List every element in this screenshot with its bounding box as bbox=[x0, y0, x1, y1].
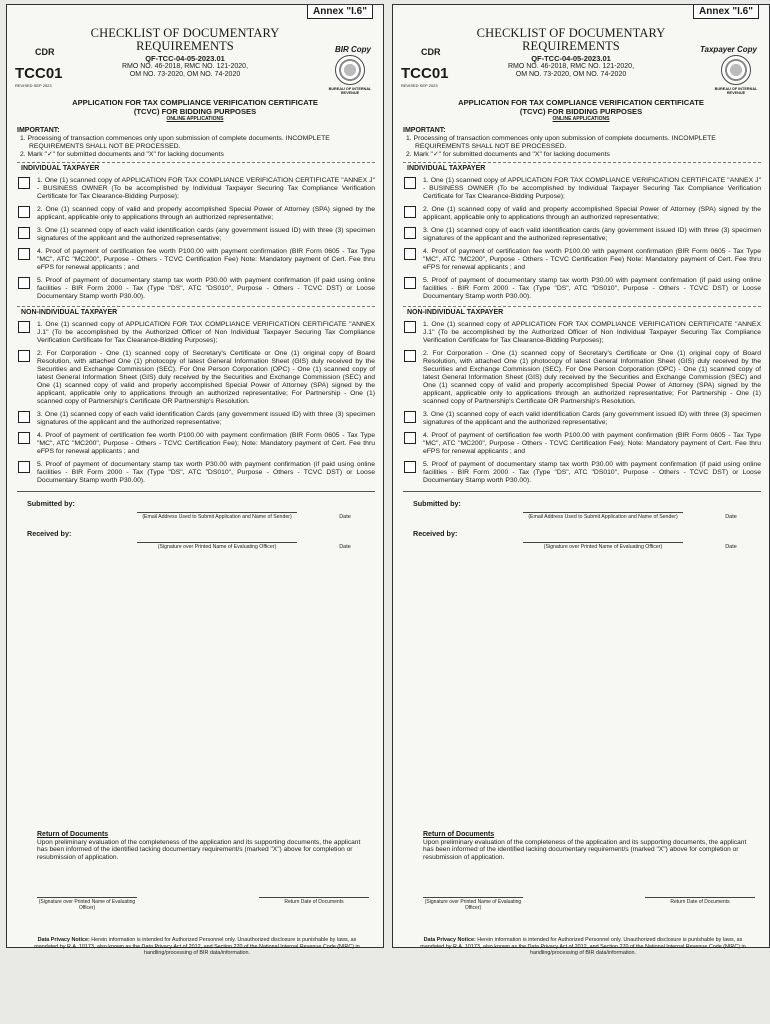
list-item bbox=[17, 432, 375, 456]
signature-section bbox=[17, 491, 375, 560]
privacy-label: Data Privacy Notice: bbox=[37, 937, 90, 943]
rmo-line-1: RMO NO. 46-2018, RMC NO. 121-2020, bbox=[507, 63, 635, 70]
checkbox[interactable] bbox=[404, 321, 416, 333]
list-item bbox=[403, 206, 761, 222]
list-item bbox=[17, 177, 375, 201]
received-row bbox=[17, 530, 375, 560]
form-number: QF-TCC-04-05-2023.01 bbox=[531, 54, 611, 63]
checklist-page-bir-copy bbox=[6, 4, 384, 956]
important-note-1: 1. Processing of transaction commences only upon submission of complete documents. INCOMPLETE REQUIREMENTS SHALL NOT BE PROCESSED. bbox=[20, 135, 330, 150]
rmo-line-2: OM NO. 73-2020, OM NO. 74-2020 bbox=[515, 71, 627, 78]
checkbox[interactable] bbox=[404, 432, 416, 444]
important-note-2: 2. Mark "✓" for submitted documents and "X" for lacking documents bbox=[20, 151, 224, 158]
received-date-field[interactable]: Date bbox=[725, 544, 737, 550]
list-item bbox=[17, 227, 375, 243]
submitted-row bbox=[17, 500, 375, 530]
privacy-text: Herein information is intended for Authorized Personnel only. Unauthorized disclosure is punishable by laws, as mandated by R.A. 10173, also known as the Data Privacy Act of 2012, and Section 270 of the National Internal Revenue Code (NIRC) in handling/processing of BIR data/information. bbox=[420, 937, 746, 956]
submitted-date-field[interactable]: Date bbox=[725, 514, 737, 520]
copy-label: Taxpayer Copy bbox=[699, 45, 757, 54]
list-item bbox=[17, 411, 375, 427]
received-by-field[interactable]: (Signature over Printed Name of Evaluating Officer) bbox=[523, 542, 683, 550]
list-item bbox=[17, 277, 375, 301]
submitted-by-field[interactable]: (Email Address Used to Submit Application and Name of Sender) bbox=[523, 512, 683, 520]
bir-seal-icon bbox=[335, 55, 365, 85]
return-date-field[interactable]: Return Date of Documents bbox=[259, 897, 369, 905]
checkbox[interactable] bbox=[404, 350, 416, 362]
checkbox[interactable] bbox=[18, 206, 30, 218]
bir-seal-icon bbox=[721, 55, 751, 85]
item-text: 1. One (1) scanned copy of APPLICATION FOR TAX COMPLIANCE VERIFICATION CERTIFICATE "ANNEX J" - BUSINESS OWNER (To be accomplished by Individual Taxpayer Securing Tax Compliance Verification Certificate for Tax Clearance-Bidding Purpose); bbox=[37, 177, 375, 200]
checkbox[interactable] bbox=[18, 177, 30, 189]
important-heading: IMPORTANT: bbox=[17, 127, 60, 134]
section-individual: INDIVIDUAL TAXPAYER bbox=[17, 162, 375, 173]
received-date-field[interactable]: Date bbox=[339, 544, 351, 550]
privacy-label: Data Privacy Notice: bbox=[423, 937, 476, 943]
list-item bbox=[403, 321, 761, 345]
received-by-label: Received by: bbox=[27, 529, 72, 538]
section-non-individual: NON-INDIVIDUAL TAXPAYER bbox=[17, 306, 375, 317]
annex-label: Annex "I.6" bbox=[693, 5, 759, 19]
submitted-by-label: Submitted by: bbox=[27, 499, 75, 508]
checkbox[interactable] bbox=[404, 248, 416, 260]
item-text: 5. Proof of payment of documentary stamp tax worth P30.00 with payment confirmation (if paid using online facilities - BIR Form 2000 - Tax (Type "DS", ATC "DS010", Purpose - Others - TCVC DST) or Loose Documentary Stamp worth P30.00). bbox=[37, 277, 375, 300]
item-text: 3. One (1) scanned copy of each valid identification Cards (any government issued ID) with three (3) specimen signatures of the applicant and the authorized representative; bbox=[423, 411, 761, 426]
submitted-by-label: Submitted by: bbox=[413, 499, 461, 508]
list-item bbox=[403, 177, 761, 201]
application-title bbox=[393, 98, 769, 122]
cdr-label: CDR bbox=[35, 47, 55, 57]
list-item bbox=[403, 248, 761, 272]
checkbox[interactable] bbox=[18, 248, 30, 260]
item-text: 1. One (1) scanned copy of APPLICATION FOR TAX COMPLIANCE VERIFICATION CERTIFICATE "ANNEX J" - BUSINESS OWNER (To be accomplished by Individual Taxpayer Securing Tax Compliance Verification Certificate for Tax Clearance-Bidding Purpose); bbox=[423, 177, 761, 200]
received-by-field[interactable]: (Signature over Printed Name of Evaluating Officer) bbox=[137, 542, 297, 550]
checklist-body bbox=[17, 127, 375, 560]
annex-label: Annex "I.6" bbox=[307, 5, 373, 19]
checkbox[interactable] bbox=[18, 321, 30, 333]
submitted-row bbox=[403, 500, 761, 530]
list-item bbox=[403, 350, 761, 406]
title-block bbox=[471, 27, 671, 79]
submitted-by-field[interactable]: (Email Address Used to Submit Application and Name of Sender) bbox=[137, 512, 297, 520]
header bbox=[393, 27, 769, 97]
form-code: TCC01 bbox=[15, 65, 63, 82]
header bbox=[7, 27, 383, 97]
item-text: 1. One (1) scanned copy of APPLICATION FOR TAX COMPLIANCE VERIFICATION CERTIFICATE "ANNEX J.1" (To be accomplished by the Authorized Officer of Non Individual Taxpayer Securing Tax Compliance Verification Certificate for Tax Clearance-Bidding Purposes); bbox=[423, 321, 761, 344]
list-item bbox=[403, 411, 761, 427]
signature-section bbox=[403, 491, 761, 560]
item-text: 4. Proof of payment of certification fee worth P100.00 with payment confirmation (BIR Form 0605 - Tax Type "MC", ATC "MC200", Purpose - Others - TCVC Certification Fee) Note: Mandatory payment of Cert. Fee thru eFPS for renewal applicants ; and bbox=[37, 248, 375, 271]
return-of-documents bbox=[37, 831, 369, 861]
title-block bbox=[85, 27, 285, 79]
list-item bbox=[403, 432, 761, 456]
return-text: Upon preliminary evaluation of the completeness of the application and its supporting documents, the applicant has been informed of the identified lacking documentary requirement/s (marked "X") above for completion or resubmission of application. bbox=[37, 838, 361, 861]
cdr-label: CDR bbox=[421, 47, 441, 57]
checkbox[interactable] bbox=[404, 277, 416, 289]
section-non-individual: NON-INDIVIDUAL TAXPAYER bbox=[403, 306, 761, 317]
checkbox[interactable] bbox=[404, 206, 416, 218]
item-text: 2. For Corporation - One (1) scanned copy of Secretary's Certificate or One (1) original copy of Board Resolution, with attached One (1) photocopy of latest General Information Sheet (GIS) duly received by the Securities and Exchange Commission (SEC). For One Person Corporation (OPC) - One (1) scanned copy of latest General Information Sheet (GIS) duly received by the Securities and Exchange Commission (SEC) and One (1) scanned copy of valid and properly accomplished Special Power of Attorney (SPA) signed by the applicant, applicable only to applications through an authorized representative; For Partnership - One (1) scanned copy of Partnership's Certificate OR Partnership's Resolution. bbox=[37, 350, 375, 405]
checklist-body bbox=[403, 127, 761, 560]
checkbox[interactable] bbox=[18, 350, 30, 362]
revised-label: REVISED SEP 2023 bbox=[15, 83, 52, 88]
important-heading: IMPORTANT: bbox=[403, 127, 446, 134]
online-label: ONLINE APPLICATIONS bbox=[166, 116, 224, 122]
item-text: 5. Proof of payment of documentary stamp tax worth P30.00 with payment confirmation (if paid using online facilities - BIR Form 2000 - Tax (Type "DS", ATC "DS010", Purpose - Others - TCVC DST) or Loose Documentary Stamp worth P30.00). bbox=[37, 461, 375, 484]
list-item bbox=[403, 461, 761, 485]
important-note-1: 1. Processing of transaction commences only upon submission of complete documents. INCOMPLETE REQUIREMENTS SHALL NOT BE PROCESSED. bbox=[406, 135, 716, 150]
item-text: 3. One (1) scanned copy of each valid identification cards (any government issued ID) with three (3) specimen signatures of the applicant and the authorized representative; bbox=[423, 227, 761, 242]
list-item bbox=[17, 248, 375, 272]
copy-label: BIR Copy bbox=[335, 45, 371, 54]
item-text: 5. Proof of payment of documentary stamp tax worth P30.00 with payment confirmation (if paid using online facilities - BIR Form 2000 - Tax (Type "DS", ATC "DS010", Purpose - Others - TCVC DST) or Loose Documentary Stamp worth P30.00). bbox=[423, 277, 761, 300]
list-item bbox=[17, 461, 375, 485]
form-number: QF-TCC-04-05-2023.01 bbox=[145, 54, 225, 63]
bureau-label: BUREAU OF INTERNAL REVENUE bbox=[328, 87, 372, 95]
list-item bbox=[403, 277, 761, 301]
return-text: Upon preliminary evaluation of the completeness of the application and its supporting documents, the applicant has been informed of the identified lacking documentary requirement/s (marked "X") above for completion or resubmission of application. bbox=[423, 838, 747, 861]
return-of-documents bbox=[423, 831, 755, 861]
return-date-field[interactable]: Return Date of Documents bbox=[645, 897, 755, 905]
item-text: 4. Proof of payment of certification fee worth P100.00 with payment confirmation (BIR Form 0605 - Tax Type "MC", ATC "MC200", Purpose - Others - TCVC Certification Fee); Note: Mandatory payment of Cert. Fee thru eFPS for renewal applicants ; and bbox=[37, 432, 375, 455]
section-individual: INDIVIDUAL TAXPAYER bbox=[403, 162, 761, 173]
received-row bbox=[403, 530, 761, 560]
rmo-line-1: RMO NO. 46-2018, RMC NO. 121-2020, bbox=[121, 63, 249, 70]
list-item bbox=[17, 350, 375, 406]
checkbox[interactable] bbox=[18, 432, 30, 444]
data-privacy-notice bbox=[25, 937, 369, 957]
item-text: 1. One (1) scanned copy of APPLICATION FOR TAX COMPLIANCE VERIFICATION CERTIFICATE "ANNEX J.1" (To be accomplished by the Authorized Officer of Non Individual Taxpayer Securing Tax Compliance Verification Certificate for Tax Clearance-Bidding Purposes); bbox=[37, 321, 375, 344]
checkbox[interactable] bbox=[18, 411, 30, 423]
list-item bbox=[403, 227, 761, 243]
important-notes bbox=[403, 135, 761, 159]
item-text: 5. Proof of payment of documentary stamp tax worth P30.00 with payment confirmation (if paid using online facilities - BIR Form 2000 - Tax (Type "DS", ATC "DS010", Purpose - Others - TCVC DST) or Loose Documentary Stamp worth P30.00). bbox=[423, 461, 761, 484]
checklist-page-taxpayer-copy bbox=[392, 4, 770, 956]
checkbox[interactable] bbox=[18, 227, 30, 239]
item-text: 2. One (1) scanned copy of valid and properly accomplished Special Power of Attorney (SPA) signed by the applicant, applicable only to applications through an authorized representative; bbox=[423, 206, 761, 221]
page-title: CHECKLIST OF DOCUMENTARY REQUIREMENTS bbox=[90, 26, 280, 53]
evaluating-officer-signature-field[interactable]: (Signature over Printed Name of Evaluating Officer) bbox=[38, 899, 136, 911]
app-title-line-1: APPLICATION FOR TAX COMPLIANCE VERIFICATION CERTIFICATE bbox=[72, 98, 318, 107]
checkbox[interactable] bbox=[18, 277, 30, 289]
checkbox[interactable] bbox=[404, 411, 416, 423]
online-label: ONLINE APPLICATIONS bbox=[552, 116, 610, 122]
checkbox[interactable] bbox=[404, 177, 416, 189]
data-privacy-notice bbox=[411, 937, 755, 957]
privacy-text: Herein information is intended for Authorized Personnel only. Unauthorized disclosure is punishable by laws, as mandated by R.A. 10173, also known as the Data Privacy Act of 2012, and Section 270 of the National Internal Revenue Code (NIRC) in handling/processing of BIR data/information. bbox=[34, 937, 360, 956]
important-notes bbox=[17, 135, 375, 159]
revised-label: REVISED SEP 2023 bbox=[401, 83, 438, 88]
bureau-label: BUREAU OF INTERNAL REVENUE bbox=[714, 87, 758, 95]
checkbox[interactable] bbox=[404, 227, 416, 239]
form-code: TCC01 bbox=[401, 65, 449, 82]
item-text: 4. Proof of payment of certification fee worth P100.00 with payment confirmation (BIR Form 0605 - Tax Type "MC", ATC "MC200", Purpose - Others - TCVC Certification Fee); Note: Mandatory payment of Cert. Fee thru eFPS for renewal applicants ; and bbox=[423, 432, 761, 455]
rmo-line-2: OM NO. 73-2020, OM NO. 74-2020 bbox=[129, 71, 241, 78]
received-by-label: Received by: bbox=[413, 529, 458, 538]
important-note-2: 2. Mark "✓" for submitted documents and "X" for lacking documents bbox=[406, 151, 610, 158]
item-text: 4. Proof of payment of certification fee worth P100.00 with payment confirmation (BIR Form 0605 - Tax Type "MC", ATC "MC200", Purpose - Others - TCVC Certification Fee) Note: Mandatory payment of Cert. Fee thru eFPS for renewal applicants ; and bbox=[423, 248, 761, 271]
list-item bbox=[17, 206, 375, 222]
page-title: CHECKLIST OF DOCUMENTARY REQUIREMENTS bbox=[476, 26, 666, 53]
app-title-line-2: (TCVC) FOR BIDDING PURPOSES bbox=[519, 107, 643, 116]
item-text: 3. One (1) scanned copy of each valid identification cards (any government issued ID) with three (3) specimen signatures of the applicant and the authorized representative; bbox=[37, 227, 375, 242]
item-text: 2. One (1) scanned copy of valid and properly accomplished Special Power of Attorney (SPA) signed by the applicant, applicable only to applications through an authorized representative; bbox=[37, 206, 375, 221]
item-text: 2. For Corporation - One (1) scanned copy of Secretary's Certificate or One (1) original copy of Board Resolution, with attached One (1) photocopy of latest General Information Sheet (GIS) duly received by the Securities and Exchange Commission (SEC). For One Person Corporation (OPC) - One (1) scanned copy of latest General Information Sheet (GIS) duly received by the Securities and Exchange Commission (SEC) and One (1) scanned copy of valid and properly accomplished Special Power of Attorney (SPA) signed by the applicant, applicable only to applications through an authorized representative; For Partnership - One (1) scanned copy of Partnership's Certificate OR Partnership's Resolution. bbox=[423, 350, 761, 405]
checkbox[interactable] bbox=[18, 461, 30, 473]
application-title bbox=[7, 98, 383, 122]
return-heading: Return of Documents bbox=[423, 831, 495, 838]
app-title-line-2: (TCVC) FOR BIDDING PURPOSES bbox=[133, 107, 257, 116]
item-text: 3. One (1) scanned copy of each valid identification Cards (any government issued ID) with three (3) specimen signatures of the applicant and the authorized representative; bbox=[37, 411, 375, 426]
list-item bbox=[17, 321, 375, 345]
app-title-line-1: APPLICATION FOR TAX COMPLIANCE VERIFICATION CERTIFICATE bbox=[458, 98, 704, 107]
return-heading: Return of Documents bbox=[37, 831, 109, 838]
evaluating-officer-signature-field[interactable]: (Signature over Printed Name of Evaluating Officer) bbox=[424, 899, 522, 911]
submitted-date-field[interactable]: Date bbox=[339, 514, 351, 520]
checkbox[interactable] bbox=[404, 461, 416, 473]
